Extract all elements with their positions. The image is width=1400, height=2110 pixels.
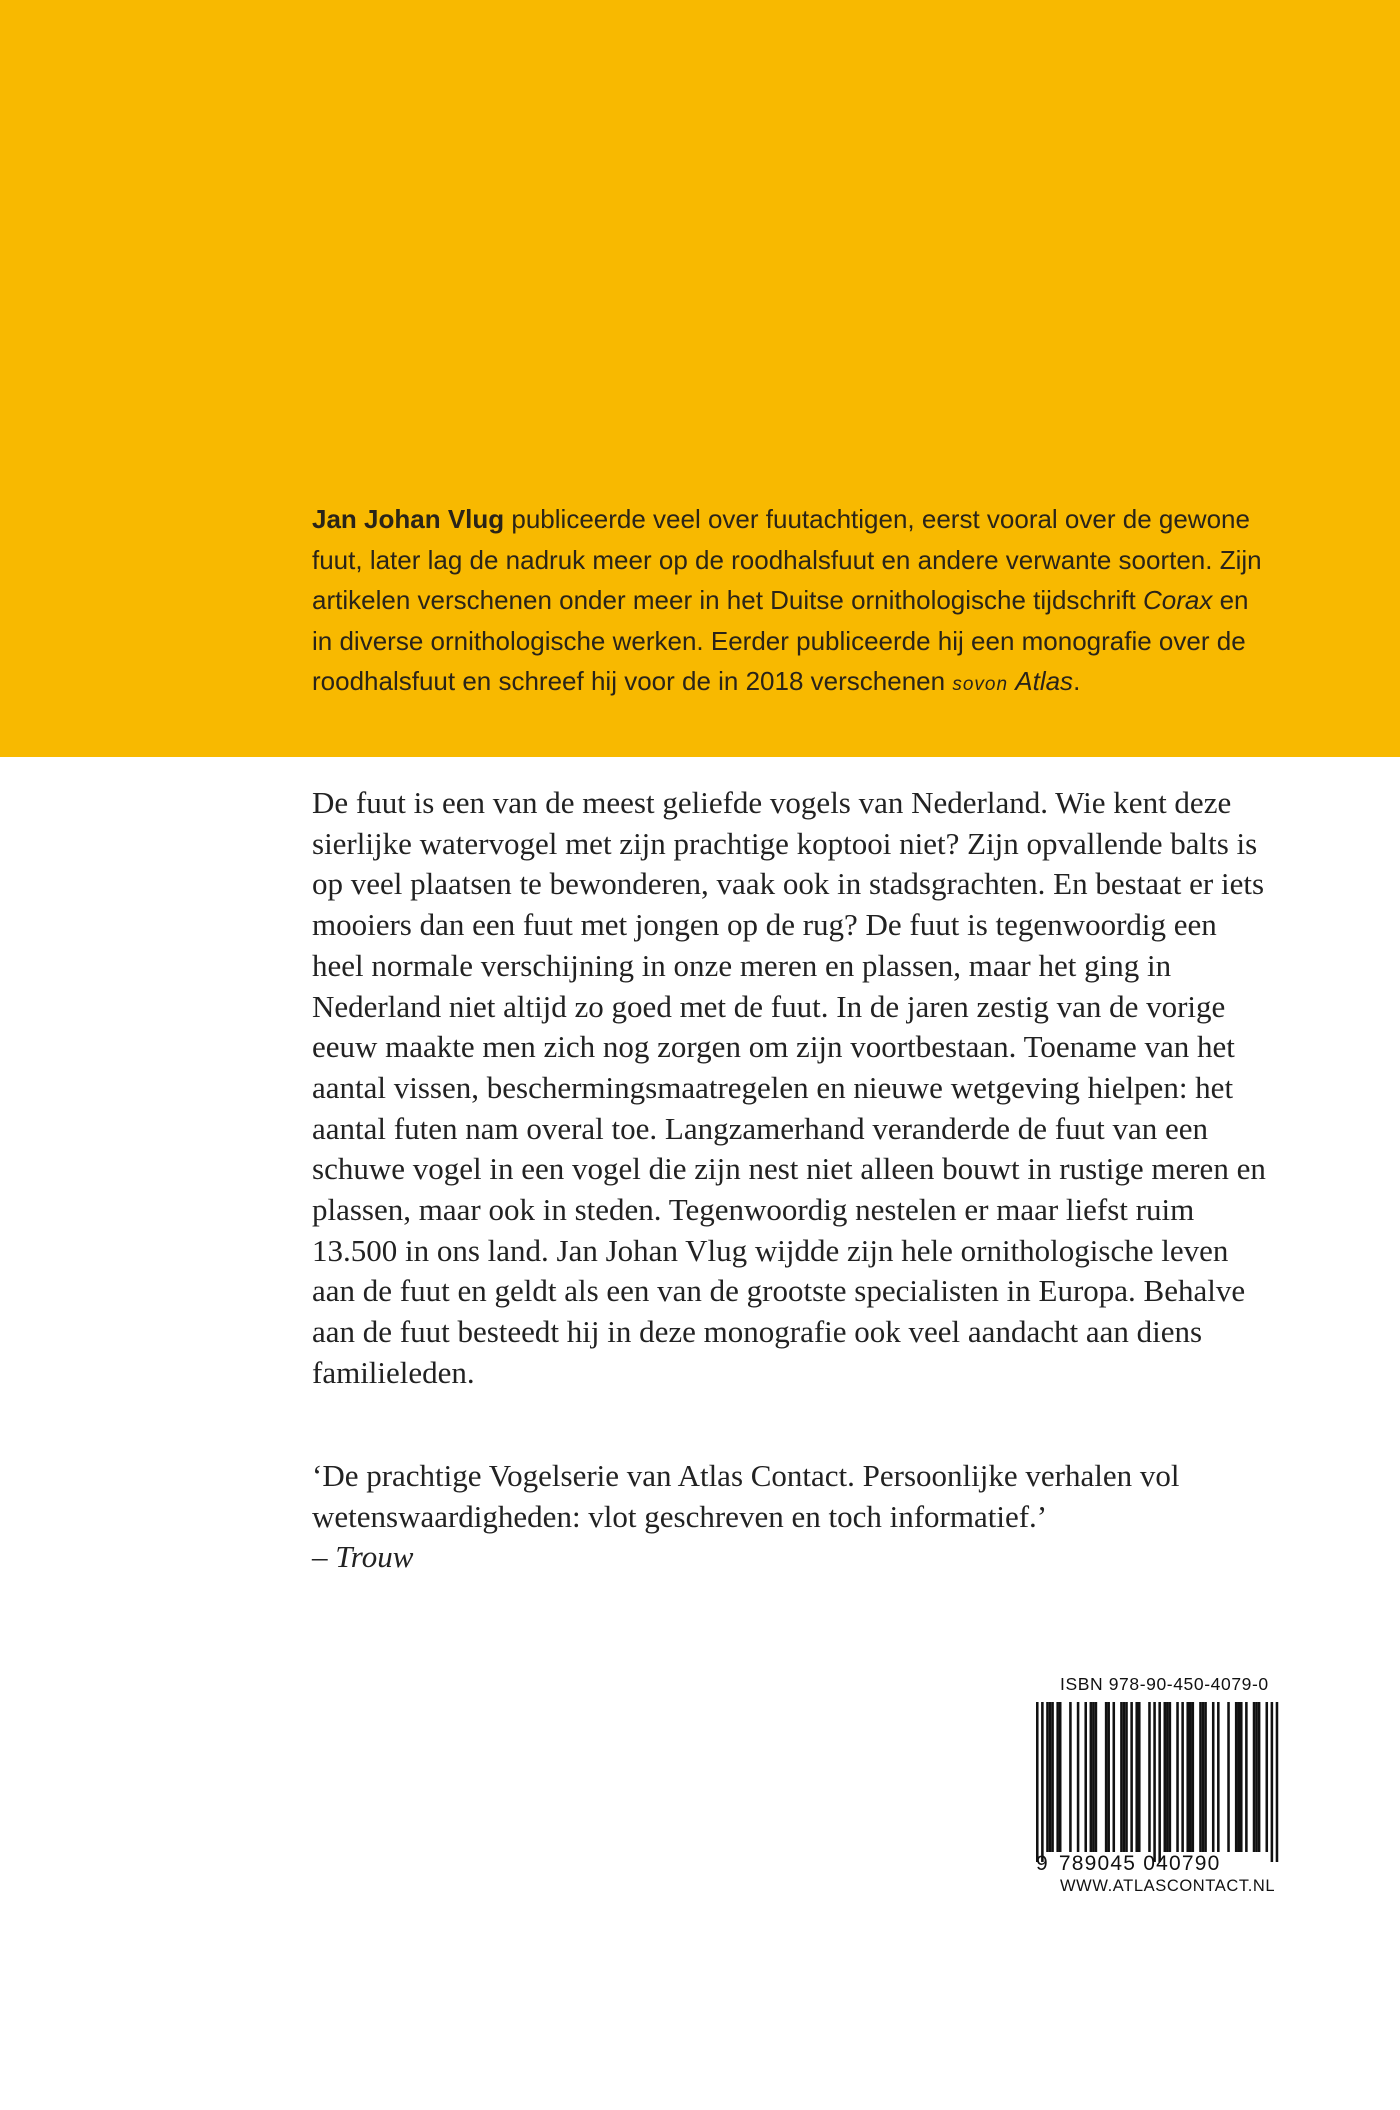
barcode-bar	[1235, 1702, 1238, 1852]
atlas-publisher: sovon	[952, 674, 1009, 695]
barcode-bar	[1258, 1702, 1261, 1852]
barcode-bars	[1022, 1702, 1288, 1866]
barcode-bar	[1202, 1702, 1205, 1852]
barcode-bar	[1176, 1702, 1179, 1852]
review-quote	[312, 1456, 1272, 1578]
barcode-bar	[1148, 1702, 1151, 1852]
barcode-bar	[1069, 1702, 1072, 1852]
barcode-bar	[1271, 1702, 1274, 1862]
barcode-bar	[1164, 1702, 1167, 1852]
book-description: De fuut is een van de meest geliefde vogels van Nederland. Wie kent deze sierlijke watervogel met zijn prachtige koptooi niet? Zijn opvallende balts is op veel plaatsen te bewonderen, vaak ook in stadsgrachten. En bestaat er iets mooiers dan een fuut met jongen op de rug? De fuut is tegenwoordig een heel normale verschijning in onze meren en plassen, maar het ging in Nederland niet altijd zo goed met de fuut. In de jaren zestig van de vorige eeuw maakte men zich nog zorgen om zijn voortbestaan. Toename van het aantal vissen, beschermingsmaatregelen en nieuwe wetgeving hielpen: het aantal futen nam overal toe. Langzamerhand veranderde de fuut van een schuwe vogel in een vogel die zijn nest niet alleen bouwt in rustige meren en plassen, maar ook in steden. Tegenwoordig nestelen er maar liefst ruim 13.500 in ons land. Jan Johan Vlug wijdde zijn hele ornithologische leven aan de fuut en geldt als een van de grootste specialisten in Europa. Behalve aan de fuut besteedt hij in deze monografie ook veel aandacht aan diens familieleden.	[312, 785, 1266, 1390]
barcode-bar	[1051, 1702, 1054, 1852]
author-bio-text-1: publiceerde veel over fuutachtigen, eerst vooral over de gewone fuut, later lag de nadruk meer op de roodhalsfuut en andere verwante soorten. Zijn artikelen verschenen onder meer in het Duitse ornithologische tijdschrift	[312, 504, 1262, 615]
barcode-bar	[1120, 1702, 1123, 1852]
barcode-bar	[1130, 1702, 1133, 1852]
barcode-bar	[1105, 1702, 1108, 1852]
barcode-bar	[1077, 1702, 1080, 1852]
isbn-label: ISBN 978-90-450-4079-0	[1060, 1674, 1269, 1694]
barcode-bar	[1253, 1702, 1256, 1852]
barcode-bar	[1095, 1702, 1098, 1852]
barcode-bar	[1166, 1702, 1169, 1852]
author-bio	[312, 499, 1272, 706]
author-name: Jan Johan Vlug	[312, 504, 505, 534]
barcode-bar	[1255, 1702, 1258, 1852]
review-quote-text: ‘De prachtige Vogelserie van Atlas Contact. Persoonlijke verhalen vol wetenswaardigheden: vlot geschreven en toch informatief.’	[312, 1458, 1180, 1534]
barcode-bar	[1092, 1702, 1095, 1852]
barcode-bar	[1237, 1702, 1240, 1852]
barcode-digits-left: 789045	[1058, 1852, 1137, 1875]
barcode-bar	[1090, 1702, 1093, 1852]
barcode-bar	[1227, 1702, 1230, 1852]
barcode-bar	[1192, 1702, 1195, 1852]
barcode-bar	[1135, 1702, 1138, 1852]
barcode-bar	[1046, 1702, 1049, 1852]
barcode-bar	[1217, 1702, 1220, 1852]
barcode-digits-right: 040790	[1143, 1852, 1221, 1875]
barcode-bar	[1113, 1702, 1116, 1852]
barcode-lead-digit: 9	[1036, 1852, 1049, 1875]
author-bio-text-2: en in diverse ornithologische werken. Eerder publiceerde hij een monografie over de roodhalsfuut en schreef hij voor de in 2018 verschenen	[312, 585, 1249, 696]
barcode-bar	[1153, 1702, 1156, 1862]
barcode-bar	[1138, 1702, 1141, 1852]
barcode-bar	[1123, 1702, 1126, 1852]
barcode-bar	[1107, 1702, 1110, 1852]
barcode-bar	[1245, 1702, 1248, 1852]
publisher-website: WWW.ATLASCONTACT.NL	[1060, 1877, 1276, 1895]
barcode-bar	[1212, 1702, 1215, 1852]
barcode-bar	[1036, 1702, 1039, 1862]
barcode-digits	[1036, 1852, 1282, 1876]
barcode-bar	[1125, 1702, 1128, 1852]
barcode-bar	[1084, 1702, 1087, 1852]
atlas-title: Atlas	[1015, 666, 1074, 696]
barcode-bar	[1041, 1702, 1044, 1862]
barcode-bar	[1181, 1702, 1184, 1852]
barcode-bar	[1158, 1702, 1161, 1862]
barcode-bar	[1186, 1702, 1189, 1852]
barcode-bar	[1199, 1702, 1202, 1852]
barcode-bar	[1189, 1702, 1192, 1852]
journal-title: Corax	[1142, 585, 1213, 615]
barcode-bar	[1204, 1702, 1207, 1852]
barcode-bar	[1240, 1702, 1243, 1852]
barcode-bar	[1169, 1702, 1172, 1852]
review-source: – Trouw	[312, 1539, 414, 1575]
barcode-bar	[1056, 1702, 1059, 1852]
barcode-bar	[1266, 1702, 1269, 1852]
barcode-bar	[1059, 1702, 1062, 1852]
barcode-bar	[1276, 1702, 1279, 1862]
barcode-bar	[1049, 1702, 1052, 1852]
author-bio-end: .	[1073, 666, 1081, 696]
barcode	[1022, 1702, 1288, 1866]
